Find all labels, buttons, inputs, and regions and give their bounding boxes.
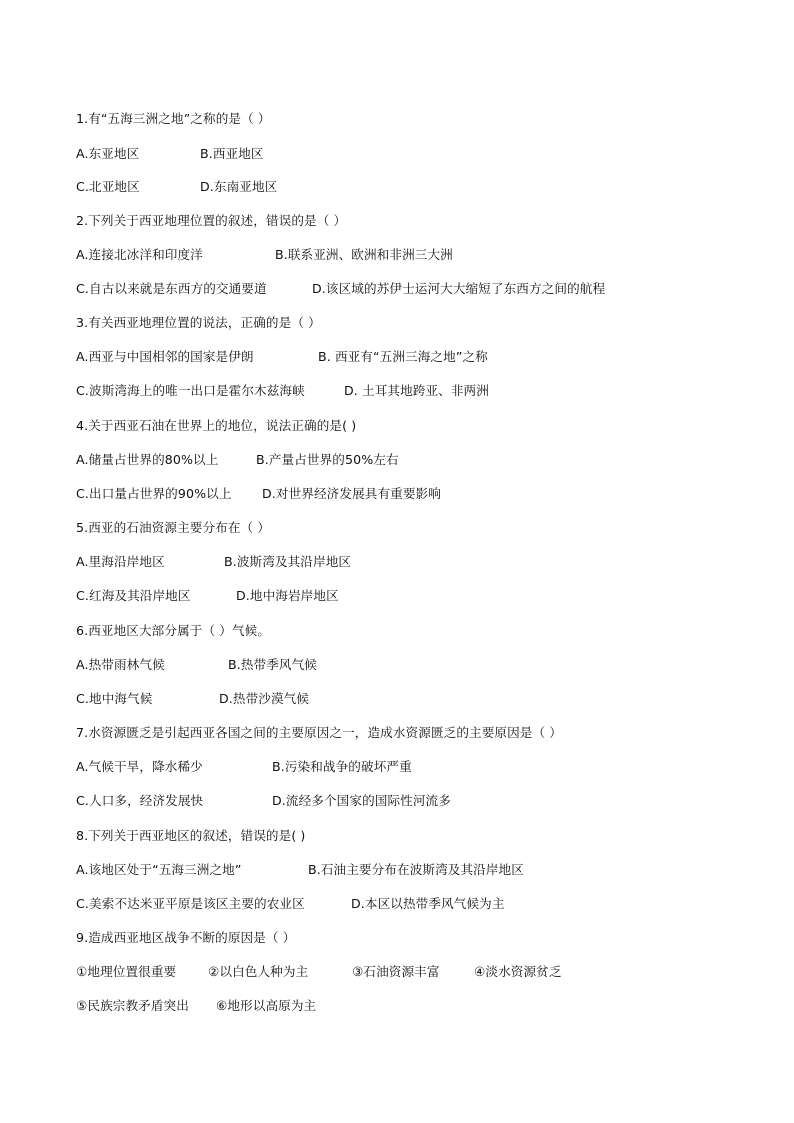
question-9-option-4: ④淡水资源贫乏 xyxy=(474,964,562,979)
question-1-stem: 1.有“五海三洲之地”之称的是（ ） xyxy=(76,111,271,126)
question-3-option-d: D. 土耳其地跨亚、非两洲 xyxy=(344,383,489,398)
question-7-option-b: B.污染和战争的破坏严重 xyxy=(272,759,412,774)
question-7-stem: 7.水资源匮乏是引起西亚各国之间的主要原因之一，造成水资源匮乏的主要原因是（ ） xyxy=(76,725,562,740)
question-2-option-d: D.该区域的苏伊士运河大大缩短了东西方之间的航程 xyxy=(312,281,606,296)
question-8-option-d: D.本区以热带季风气候为主 xyxy=(351,896,505,911)
question-4-option-a: A.储量占世界的80%以上 xyxy=(76,452,219,467)
question-2-stem: 2.下列关于西亚地理位置的叙述，错误的是（ ） xyxy=(76,213,347,228)
question-4-stem: 4.关于西亚石油在世界上的地位，说法正确的是( ) xyxy=(76,418,357,433)
question-6-option-c: C.地中海气候 xyxy=(76,691,153,706)
question-8-option-a: A.该地区处于“五海三洲之地” xyxy=(76,862,242,877)
question-9-option-3: ③石油资源丰富 xyxy=(352,964,440,979)
question-1-option-c: C.北亚地区 xyxy=(76,179,140,194)
question-2-option-b: B.联系亚洲、欧洲和非洲三大洲 xyxy=(275,247,453,262)
question-7-option-a: A.气候干旱，降水稀少 xyxy=(76,759,203,774)
question-1-option-b: B.西亚地区 xyxy=(200,146,264,161)
question-1-option-d: D.东南亚地区 xyxy=(200,179,278,194)
question-4-option-d: D.对世界经济发展具有重要影响 xyxy=(262,486,441,501)
question-9-option-2: ②以白色人种为主 xyxy=(208,964,309,979)
question-9-option-5: ⑤民族宗教矛盾突出 xyxy=(76,998,189,1013)
question-5-option-b: B.波斯湾及其沿岸地区 xyxy=(224,554,352,569)
question-6-stem: 6.西亚地区大部分属于（ ）气候。 xyxy=(76,623,271,638)
question-3-stem: 3.有关西亚地理位置的说法，正确的是（ ） xyxy=(76,315,321,330)
question-9-stem: 9.造成西亚地区战争不断的原因是（ ） xyxy=(76,930,296,945)
question-2-option-a: A.连接北冰洋和印度洋 xyxy=(76,247,203,262)
question-4-option-b: B.产量占世界的50%左右 xyxy=(256,452,399,467)
question-8-option-c: C.美索不达米亚平原是该区主要的农业区 xyxy=(76,896,305,911)
question-9-option-1: ①地理位置很重要 xyxy=(76,964,177,979)
question-4-option-c: C.出口量占世界的90%以上 xyxy=(76,486,232,501)
question-1-option-a: A.东亚地区 xyxy=(76,146,140,161)
question-6-option-b: B.热带季风气候 xyxy=(228,657,318,672)
question-5-option-c: C.红海及其沿岸地区 xyxy=(76,588,191,603)
question-6-option-a: A.热带雨林气候 xyxy=(76,657,165,672)
question-7-option-c: C.人口多，经济发展快 xyxy=(76,793,204,808)
question-8-stem: 8.下列关于西亚地区的叙述，错误的是( ) xyxy=(76,828,306,843)
question-3-option-b: B. 西亚有“五洲三海之地”之称 xyxy=(318,349,488,364)
question-5-option-a: A.里海沿岸地区 xyxy=(76,554,165,569)
question-5-option-d: D.地中海岩岸地区 xyxy=(236,588,339,603)
question-8-option-b: B.石油主要分布在波斯湾及其沿岸地区 xyxy=(308,862,524,877)
question-3-option-c: C.波斯湾海上的唯一出口是霍尔木兹海峡 xyxy=(76,383,305,398)
question-9-option-6: ⑥地形以高原为主 xyxy=(216,998,317,1013)
question-2-option-c: C.自古以来就是东西方的交通要道 xyxy=(76,281,267,296)
question-3-option-a: A.西亚与中国相邻的国家是伊朗 xyxy=(76,349,254,364)
question-7-option-d: D.流经多个国家的国际性河流多 xyxy=(272,793,451,808)
question-5-stem: 5.西亚的石油资源主要分布在（ ） xyxy=(76,520,271,535)
question-6-option-d: D.热带沙漠气候 xyxy=(219,691,310,706)
